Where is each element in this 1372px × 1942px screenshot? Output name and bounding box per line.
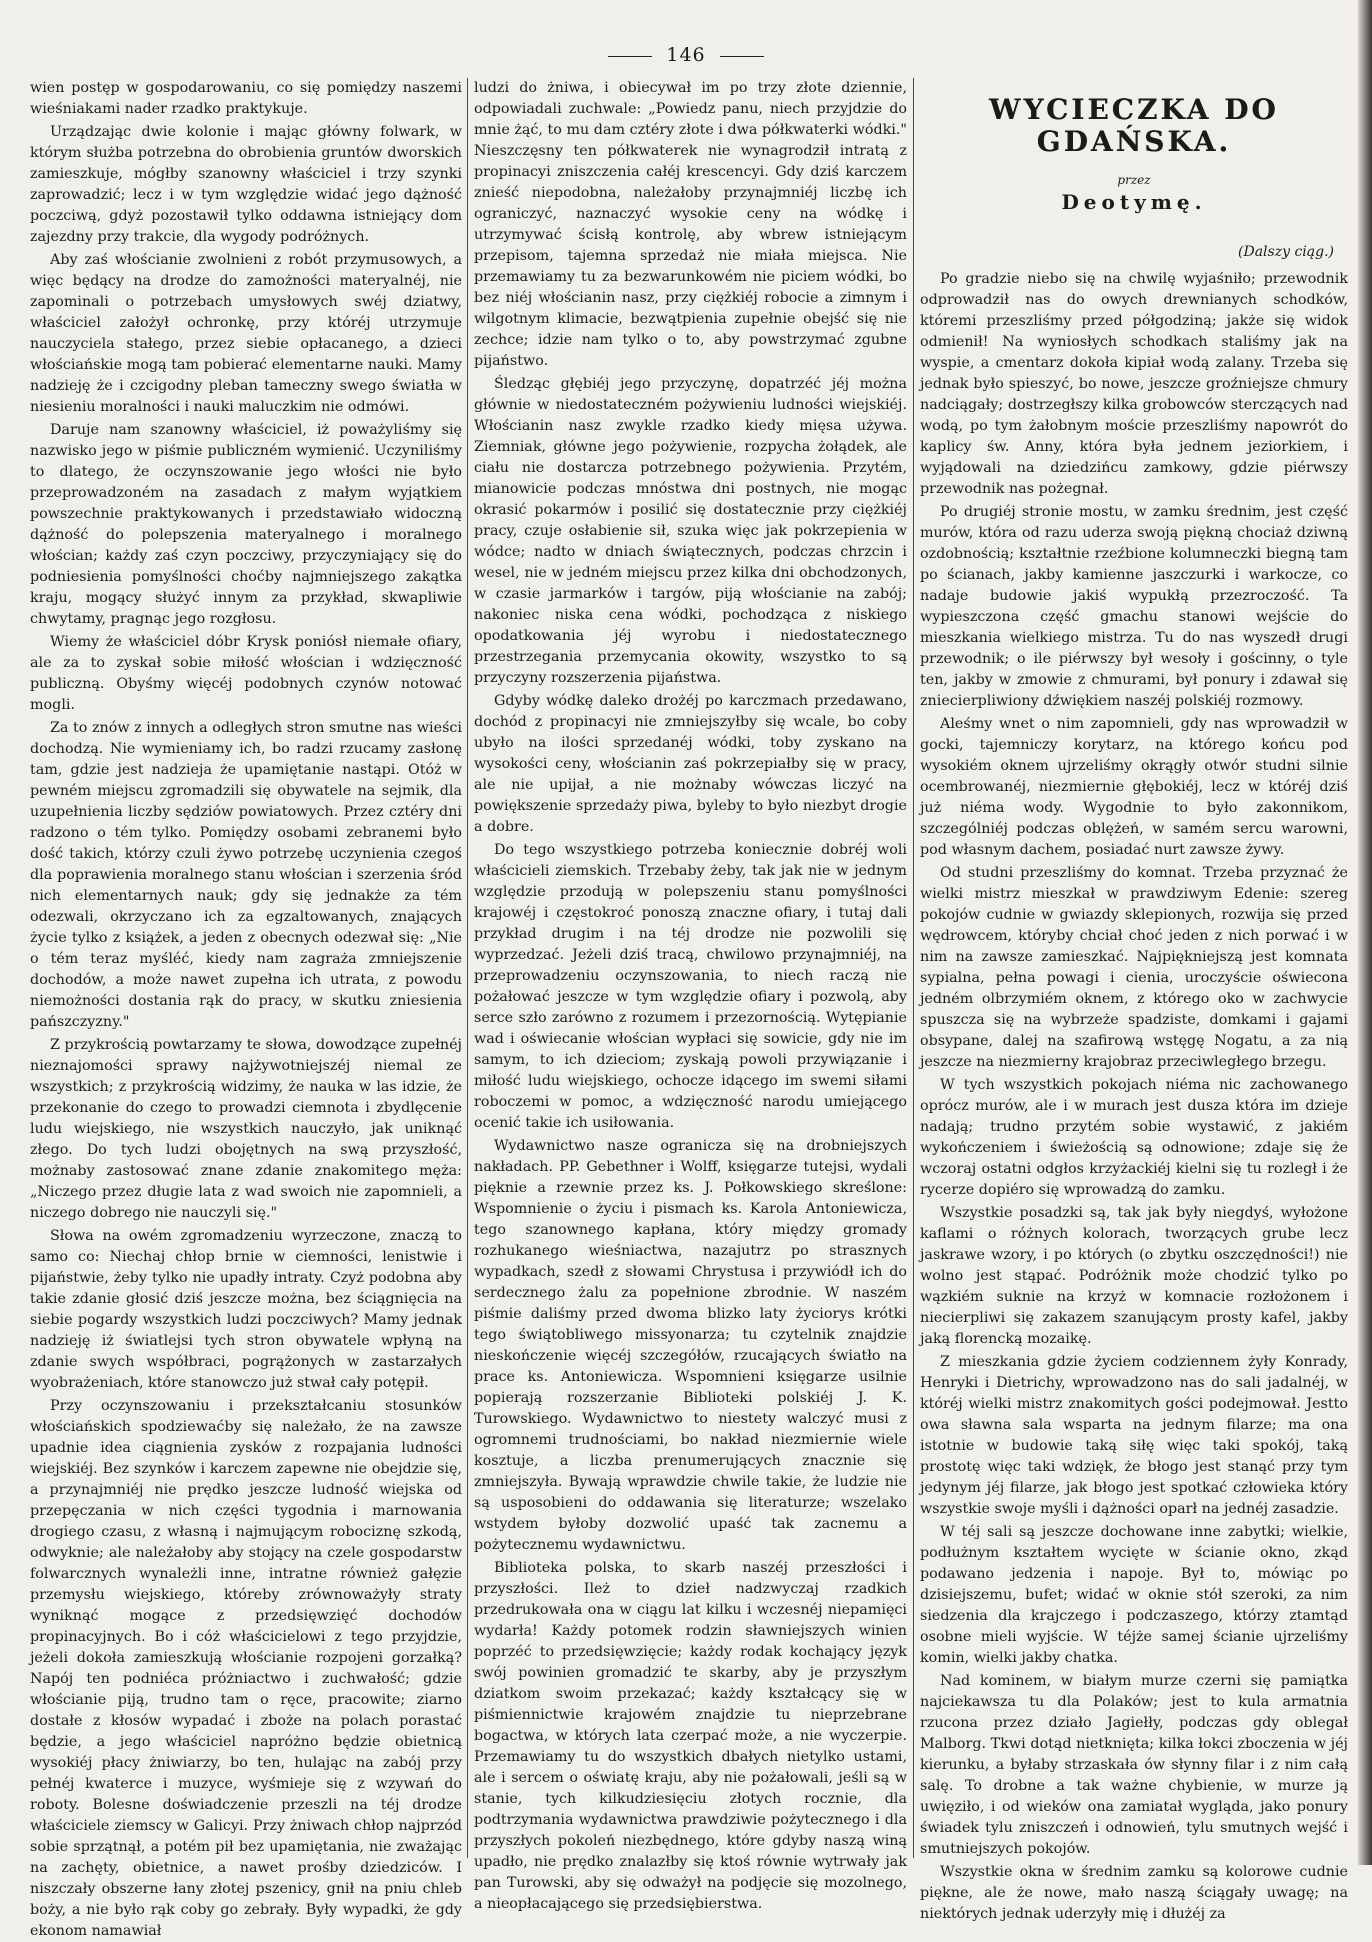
paragraph: Po drugiéj stronie mostu, w zamku średnim, jest część murów, która od razu uderza swoją piękną chociaż dziwną ozdobnością; kształtnie rzeźbione kolumneczki biegną tam po ścianach, jakby kamienne jaszczurki i warkocze, co nadaje budowie jakiś wypukłą przezroczość. Ta wypieszczona część gmachu stanowi wejście do mieszkania wielkiego mistrza. Tu do nas wyszedł drugi przewodnik; o ile piérwszy był wesoły i gościnny, o tyle ten, jakby w zmowie z chmurami, był ponury i zdawał się zniecierpliwiony dźwiękiem naszéj polskiéj rozmowy.: [920, 504, 1348, 709]
page-number: [0, 44, 1372, 66]
column-rule-right: [913, 78, 914, 1858]
paragraph: Z mieszkania gdzie życiem codziennem żyły Konrady, Henryki i Dietrichy, wprowadzono nas do sali jadalnéj, w któréj wielki mistrz znakomitych gości podejmował. Jestto owa sławna sala wsparta na jednym filarze; ma ona istotnie w budowie taką siłę więc taki spokój, taką prostotę więc taki wdzięk, że błogo jest stanąć przy tym jedynym jéj filarze, jak błogo jest spotkać człowieka który wszystkie swoje myśli i dążności oparł na jednéj zasadzie.: [920, 1354, 1348, 1517]
article-author: Deotymę.: [1061, 190, 1207, 214]
paragraph: Wydawnictwo nasze ogranicza się na drobniejszych nakładach. PP. Gebethner i Wolff, księgarze tutejsi, wydali pięknie a rzewnie przez ks. J. Połkowskiego skreślone: Wspomnienie o życiu i pismach ks. Karola Antoniewicza, tego szanownego kapłana, który między gromady rozhukanego wieśniactwa, nazajutrz po strasznych wypadkach, szedł z słowami Chrystusa i przywiódł ich do serdecznego żalu za popełnione zbrodnie. W naszém piśmie daliśmy przed dwoma blizko laty życiorys krótki tego świątobliwego missyonarza; tu czytelnik znajdzie nieskończenie więcéj szczegółów, rzucających światło na prace ks. Antoniewicza. Wspomnieni księgarze usilnie popierają rozszerzanie Biblioteki polskiéj J. K. Turowskiego. Wydawnictwo to niestety walczyć musi z ogromnemi trudnościami, bo nakład niezmiernie wiele kosztuje, a liczba prenumerujących znacznie się zmniejszyła. Bywają wprawdzie chwile takie, że ludzie nie są usposobieni do oddawania się literaturze; wszelako wstydem byłoby dozwolić upaść tak zacnemu a pożytecznemu wydawnictwu.: [474, 1138, 907, 1553]
paragraph: Od studni przeszliśmy do komnat. Trzeba przyznać że wielki mistrz mieszkał w prawdziwym Edenie: szereg pokojów cudnie w gwiazdy sklepionych, rozwija się przed wędrowcem, któryby chciał choć jeden z nich porwać i w nim na zawsze zamieszkać. Najpiękniejszą jest komnata sypialna, pełna powagi i cienia, uroczyście oświecona jedném olbrzymiém oknem, z którego oko w zachwycie spuszcza się na wybrzeże spadziste, domkami i gajami obsypane, dalej na szafirową wstęgę Nogatu, a za nią jeszcze na niezmierny krajobraz przeciwległego brzegu.: [920, 865, 1348, 1070]
paragraph: Z przykrością powtarzamy te słowa, dowodzące zupełnéj nieznajomości sprawy najżywotniejszéj niemal ze wszystkich; z przykrością widzimy, że nauka w las idzie, że przekonanie do czego to prowadzi ciemnota i zbydlęcenie ludu wiejskiego, nie wszystkich nauczyło, jak uniknąć złego. Do tych ludzi obojętnych na swą przyszłość, możnaby zastosować znane zdanie znakomitego męża: „Niczego przez długie lata z wad swoich nie zapomnieli, a niczego dobrego nie nauczyli się.": [30, 1037, 462, 1221]
column-rule-left: [467, 78, 468, 1858]
page-number-text: 146: [666, 44, 706, 66]
paragraph: Biblioteka polska, to skarb naszéj przeszłości i przyszłości. Ileż to dzieł nadzwyczaj rzadkich przedrukowała ona w ciągu lat kilku i wczesnéj niepamięci wydarła! Każdy potomek rodzin sławniejszych winien poprzéć to przedsięwzięcie; każdy rodak kochający język swój powinien gromadzić te skarby, aby je przyszłym dziatkom swoim przekazać; każdy kształcący się w piśmiennictwie krajowém znajdzie tu nieprzebrane bogactwa, w których lata czerpać może, a nie wyczerpie. Przemawiamy tu do wszystkich dbałych nietylko ustami, ale i sercem o oświatę kraju, aby nie pożałowali, jeśli są w stanie, tych kilkudziesięciu złotych rocznie, dla podtrzymania wydawnictwa prawdziwie pożytecznego i dla przyszłych pokoleń niezbędnego, które gdyby naszą winą upadło, nie prędko znalazłby się ktoś równie wytrwały jak pan Turowski, aby się odważył na podjęcie się mozolnego, a nieopłacającego się przedsiębierstwa.: [474, 1560, 907, 1912]
page-number-left-rule: [608, 56, 652, 57]
column-right: [920, 78, 1348, 1922]
paragraph: Wiemy że właściciel dóbr Krysk poniósł niemałe ofiary, ale za to zyskał sobie miłość włościan i wdzięczność publiczną. Obyśmy więcéj podobnych czynów notować mogli.: [30, 634, 462, 713]
paragraph: Urządzając dwie kolonie i mając główny folwark, w którym służba potrzebna do obrobienia gruntów dworskich zamieszkuje, mógłby szanowny właściciel i trzy szynki zaprowadzić; lecz i w tym względzie widać jego dążność poczciwą, gdyż pozostawił tylko oddawna istniejący dom zajezdny przy trakcie, dla wygody podróżnych.: [30, 124, 462, 245]
paragraph: wien postęp w gospodarowaniu, co się pomiędzy naszemi wieśniakami nader rzadko praktykuje.: [30, 80, 462, 117]
paragraph: Śledząc głębiéj jego przyczynę, dopatrzéć jéj można głównie w niedostateczném pożywieniu ludności wiejskiéj. Włościanin nasz zwykle rzadko kiedy mięsa używa. Ziemniak, główne jego pożywienie, rozpycha żołądek, ale ciału nie dostarcza potrzebnego pożywienia. Przytém, mianowicie podczas mnóstwa dni postnych, nie mogąc okrasić pokarmów i posilić się dostatecznie przy ciężkiéj pracy, czuje osłabienie sił, szuka więc jak pokrzepienia w wódce; nadto w dniach świątecznych, podczas chrzcin i wesel, nie w jedném miejscu przez kilka dni obchodzonych, w czasie jarmarków i targów, piją włościanie na zabój; nakoniec niska cena wódki, pochodząca z niskiego opodatkowania jéj wyrobu i niedostatecznego przestrzegania przemycania okowity, wszystko to są przyczyny rozszerzenia pijaństwa.: [474, 376, 907, 686]
paragraph: Nad kominem, w białym murze czerni się pamiątka najciekawsza tu dla Polaków; jest to kula armatnia rzucona przez działo Jagiełły, podczas gdy oblegał Malborg. Tkwi dotąd nietknięta; kilka łokci zboczenia w jéj kierunku, a byłaby strzaskała ów słynny filar i z nim całą salę. To drobne a tak ważne chybienie, w murze ją uwięziło, i od wieków ona zamiatał wygląda, jako ponury świadek tylu zniszczeń i odnowień, tylu smutnych wejść i smutniejszych pokojów.: [920, 1673, 1348, 1857]
paragraph: Aleśmy wnet o nim zapomnieli, gdy nas wprowadził w gocki, tajemniczy korytarz, na którego końcu pod wysokiém oknem ujrzeliśmy okrągły otwór studni silnie ocembrowanéj, niezmiernie głębokiéj, lecz w któréj dziś już niéma wody. Wygodnie to było zakonnikom, szczególniéj podczas oblężeń, w samém sercu warowni, pod własnym dachem, posiadać nurt zawsze żywy.: [920, 716, 1348, 858]
paragraph: Gdyby wódkę daleko drożéj po karczmach przedawano, dochód z propinacyi nie zmniejszyłby się wcale, bo coby ubyło na ilości sprzedanéj wódki, toby zyskano na wysokości ceny, włościanin zaś pokrzepiałby się w pracy, ale nie upijał, a nie możnaby wówczas liczyć na powiększenie sprzedaży piwa, byleby to było niezbyt drogie a dobre.: [474, 693, 907, 835]
paragraph: Daruje nam szanowny właściciel, iż poważyliśmy się nazwisko jego w piśmie publiczném wymienić. Uczyniliśmy to dlatego, że oczynszowanie jego włości nie było przeprowadzoném na zasadach z małym wyjątkiem powszechnie praktykowanych i przedstawiało widoczną dążność do polepszenia materyalnego i moralnego włościan; każdy zaś czyn poczciwy, przyczyniający się do podniesienia pomyślności choćby najmniejszego zakątka kraju, mogący służyć innym za przykład, skwapliwie chwytamy, pragnąc jego rozgłosu.: [30, 422, 462, 627]
paragraph: ludzi do żniwa, i obiecywał im po trzy złote dziennie, odpowiadali zuchwale: „Powiedz panu, niech przyjdzie do mnie żąć, to mu dam cztéry złote i dwa półkwaterki wódki." Nieszczęsny ten półkwaterek nie wynagrodził intratą z propinacyi zniszczenia całéj krescencyi. Gdy dziś karczem znieść niepodobna, należałoby przynajmniéj liczbę ich ograniczyć, naznaczyć wysokie ceny na wódkę i utrzymywać ścisłą kontrolę, aby wbrew istniejącym przepisom, tajemna sprzedaż nie miała miejsca. Nie przemawiamy tu za bezwarunkowém nie piciem wódki, bo bez niéj włościanin nasz, przy ciężkiéj robocie a zimnym i wilgotnym klimacie, bezwątpienia zupełnie obejść się nie zechce; idzie nam tylko o to, aby powstrzymać zgubne pijaństwo.: [474, 80, 907, 369]
page-edge-shadow: [1358, 0, 1372, 1865]
byline-prefix: przez: [1117, 173, 1151, 187]
paragraph: W tych wszystkich pokojach niéma nic zachowanego oprócz murów, ale i w murach jest dusza która im dzieje nadają; trudno przytém sobie wystawić, z jakiém wykończeniem i świeżością są odnowione; zdaje się że wczoraj ostatni odgłos krzyżackiéj kielni się tu rozległ i że rycerze dopiéro się wprowadzą do zamku.: [920, 1077, 1348, 1198]
page-number-right-rule: [720, 56, 764, 57]
column-middle: [474, 78, 907, 1912]
paragraph: Wszystkie okna w średnim zamku są kolorowe cudnie piękne, ale że nowe, mało naszą ściągały uwagę; na niektórych jednak uderzyły mię i dłużéj za: [920, 1864, 1348, 1922]
paragraph: Za to znów z innych a odległych stron smutne nas wieści dochodzą. Nie wymieniamy ich, bo radzi rzucamy zasłonę tam, gdzie jest nadzieja że upamiętanie nastąpi. Otóż w pewném miejscu zgromadzili się obywatele na sejmik, dla uzupełnienia liczby sędziów powiatowych. Przez cztéry dni radzono o tém tylko. Pomiędzy osobami zebranemi było dość takich, którzy czuli żywo potrzebę uczynienia czegoś dla poprawienia moralnego stanu włościan i szerzenia śród nich elementarnych nauk; gdy się jednakże za tém odezwali, okrzyczano ich za egzaltowanych, znających życie tylko z książek, a jeden z obecnych odezwał się: „Nie o tém teraz myśléć, kiedy nam zagraża zmniejszenie dochodów, a może nawet zupełna ich utrata, z powodu niemożności dostania rąk do pracy, w skutku zniesienia pańszczyzny.": [30, 720, 462, 1030]
paragraph: Wszystkie posadzki są, tak jak były niegdyś, wyłożone kaflami o różnych kolorach, tworzących grube lecz jaskrawe wzory, i po których (o zbytku oszczędności!) nie wolno jest stąpać. Podróżnik może chodzić tylko po wązkiém suknie na krzyż w komnacie rozłożonem i niecierpliwi się zakazem szanującym prosty kafel, jakby jaką florencką mozaikę.: [920, 1205, 1348, 1347]
paragraph: Słowa na owém zgromadzeniu wyrzeczone, znaczą to samo co: Niechaj chłop brnie w ciemności, lenistwie i pijaństwie, żeby tylko nie upadły intraty. Czyż podobna aby takie zdanie głosić dziś jeszcze można, bez ściągnięcia na siebie pogardy wszystkich ludzi poczciwych? Mamy jednak nadzieję iż światlejsi tych stron obywatele wpłyną na zdanie swych współbraci, pogrążonych w zastarzałych wyobrażeniach, które stanowczo już stwał cały potępił.: [30, 1228, 462, 1391]
continued-note: (Dalszy ciąg.): [1238, 244, 1334, 260]
paragraph: Do tego wszystkiego potrzeba koniecznie dobréj woli właścicieli ziemskich. Trzebaby żeby, tak jak nie w jednym względzie przodują w polepszeniu stanu pomyślności krajowéj i częstokroć ponoszą znaczne ofiary, i tutaj dali przykład drugim i na téj drodze nie pozwolili się wyprzedzać. Jeżeli dziś tracą, chwilowo przynajmniéj, na przeprowadzeniu oczynszowania, to niech raczą nie pożałować jeszcze w tym względzie ofiary i pozwolą, aby serce szło zarówno z rozumem i przezornością. Wytępianie wad i oświecanie włościan wypłaci się sowicie, gdy nie im samym, to ich dzieciom; zyskają powoli przywiązanie i miłość ludu wiejskiego, ochocze idącego im swemi siłami roboczemi w pomoc, a wdzięczność narodu umiejącego ocenić takie ich usiłowania.: [474, 842, 907, 1131]
paragraph: Aby zaś włościanie zwolnieni z robót przymusowych, a więc będący na drodze do zamożności materyalnéj, nie zapominali o potrzebach umysłowych swéj dziatwy, właściciel założył ochronkę, przy któréj utrzymuje nauczyciela stałego, przez siebie opłacanego, a dzieci włościańskie mogą tam pobierać elementarne nauki. Mamy nadzieję że i czcigodny pleban tameczny swego światła w niesieniu moralności i nauki maluczkim nie odmówi.: [30, 252, 462, 415]
paragraph: Przy oczynszowaniu i przekształcaniu stosunków włościańskich spodziewaćby się należało, że na zawsze upadnie idea ciągnienia zysków z rozpajania ludności wiejskiéj. Bez szynków i karczem zapewne nie obejdzie się, a przynajmniéj nie prędko jeszcze ludność wiejska od przepęczania w nich części tygodnia i marnowania drogiego czasu, z własną i najmującym robociznę szkodą, odwyknie; ale należałoby aby stojący na czele gospodarstw folwarcznych wynależli inne, intratne również gałęzie przemysłu wiejskiego, któreby zrównoważyły straty wyniknąć mogące z przedsięwzięć dochodów propinacyjnych. Bo i cóż właścicielowi z tego przyjdzie, jeżeli dokoła zamieszkują włościanie rozpojeni gorzałką? Napój ten podniéca próżniactwo i zuchwałość; gdzie włościanie piją, trudno tam o ręce, pracowite; ziarno dostałe z kłosów wypadać i zboże na polach porastać będzie, a jego właściciel napróżno będzie obietnicą wysokiéj płacy żniwiarzy, bo ten, hulając na zabój przy pełnéj kwaterce i muzyce, wyśmieje się z wzywań do roboty. Bolesne doświadczenie przeszli na téj drodze właściciele ziemscy w Galicyi. Przy żniwach chłop najprzód sobie sprzątnął, a potém pił bez upamiętania, nie zważając na zachęty, obietnice, a nawet prośby dziedziców. I niszczały obszerne łany złotej pszenicy, gnił na pniu chleb boży, a nie było rąk coby go zebrały. Były wypadki, że gdy ekonom namawiał: [30, 1398, 462, 1939]
paragraph: W téj sali są jeszcze dochowane inne zabytki; wielkie, podłużnym kształtem wycięte w ścianie okno, zkąd podawano jedzenia i napoje. Był to, mówiąc po dzisiejszemu, bufet; widać w oknie stół szeroki, za nim siedzenia dla krajczego i podczaszego, którzy ztamtąd osobne mieli wyjście. W téjże samej ścianie ujrzeliśmy komin, wielki jakby chatka.: [920, 1524, 1348, 1666]
article-title: WYCIECZKA DO GDAŃSKA.: [989, 93, 1279, 158]
column-left: [30, 78, 462, 1939]
paragraph: Po gradzie niebo się na chwilę wyjaśniło; przewodnik odprowadził nas do owych drewnianych schodków, któremi przeszliśmy przed półgodziną; jakże się widok odmienił! Na wyniosłych schodkach staliśmy jak na wyspie, a cmentarz dokoła kipiał wodą zalany. Trzeba się jednak było spieszyć, bo nowe, jeszcze groźniejsze chmury nadciągały; dostrzegłszy kilka grobowców sterczących nad wodą, po tym żałobnym moście przeszliśmy napowrót do kaplicy św. Anny, która była jednem jeziorkiem, i wyjądowali na dziedzińcu zamkowy, gdzie piérwszy przewodnik nas pożegnał.: [920, 271, 1348, 497]
